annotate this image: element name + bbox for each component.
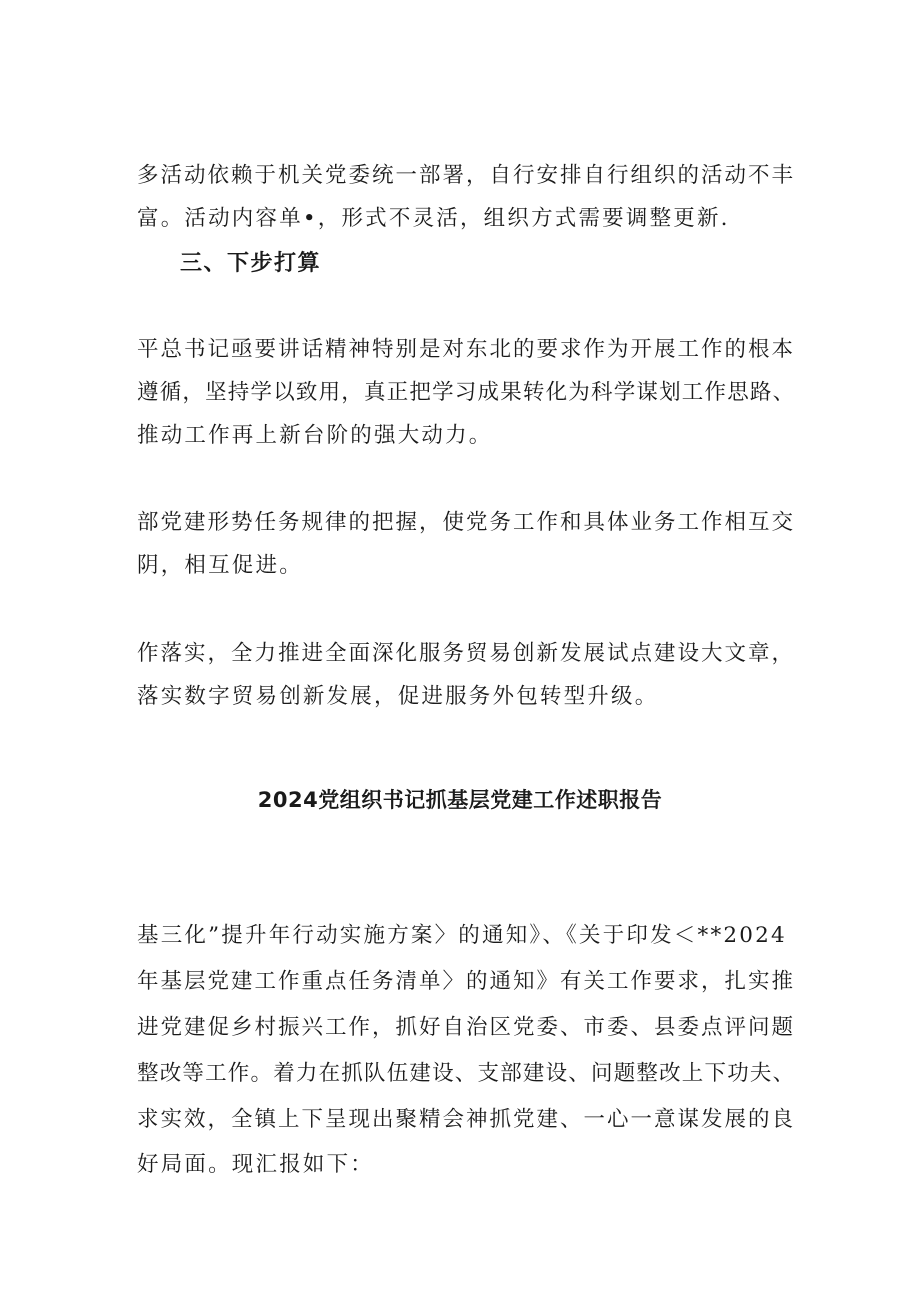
paragraph-line: 基三化”提升年行动实施方案〉的通知》、《关于印发＜**2024 — [137, 923, 787, 948]
paragraph-line — [180, 596, 840, 626]
paragraph-line: 遵循，坚持学以致用，真正把学习成果转化为科学谋划工作思路、 — [137, 380, 796, 405]
paragraph-line: 富。活动内容单•，形式不灵活，组织方式需要调整更新. — [137, 206, 730, 231]
paragraph-line: 落实数字贸易创新发展，促进服务外包转型升级。 — [137, 684, 659, 709]
paragraph-line: 进党建促乡村振兴工作，抓好自治区党委、市委、县委点评问题 — [137, 1015, 796, 1040]
paragraph-line: 好局面。现汇报如下： — [137, 1152, 375, 1177]
paragraph-line: 年基层党建工作重点任务清单〉的通知》有关工作要求，扎实推 — [137, 969, 796, 994]
paragraph-line: 作落实，全力推进全面深化服务贸易创新发展试点建设大文章， — [137, 641, 796, 666]
report-title: 2024党组织书记抓基层党建工作述职报告 — [257, 788, 663, 812]
paragraph-line — [180, 118, 840, 148]
paragraph-line — [180, 465, 840, 495]
section-heading: 三、下步打算 — [180, 251, 322, 276]
paragraph-line: 多活动依赖于机关党委统一部署，自行安排自行组织的活动不丰 — [137, 163, 796, 188]
paragraph-line: 部党建形势任务规律的把握，使党务工作和具体业务工作相互交 — [137, 510, 796, 535]
paragraph-line: 整改等工作。着力在抓队伍建设、支部建设、问题整改上下功夫、 — [137, 1061, 796, 1086]
paragraph-line — [180, 292, 840, 322]
paragraph-line: 推动工作再上新台阶的强大动力。 — [137, 423, 493, 448]
paragraph-line: 阴，相互促进。 — [137, 553, 303, 578]
paragraph-line — [180, 875, 840, 905]
paragraph-line: 求实效，全镇上下呈现出聚精会神抓党建、一心一意谋发展的良 — [137, 1107, 796, 1132]
paragraph-line: 平总书记亟要讲话精神特别是对东北的要求作为开展工作的根本 — [137, 337, 796, 362]
